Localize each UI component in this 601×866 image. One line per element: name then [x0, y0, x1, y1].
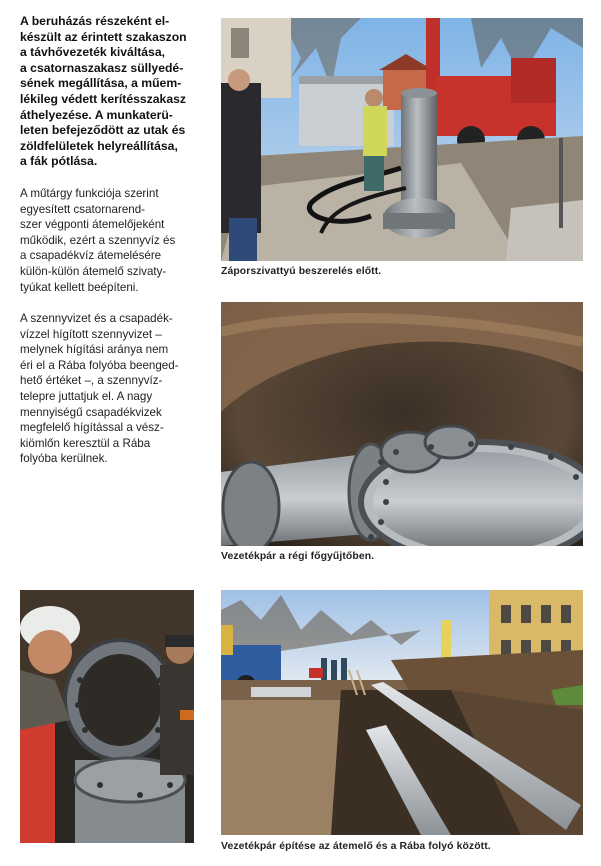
text-line: tyúkat kellett beépíteni. — [20, 280, 139, 294]
text-line: sének megállítása, a műem- — [20, 76, 182, 91]
photo-pipeline-construction — [221, 590, 583, 835]
photo-workers-flange — [20, 590, 194, 843]
text-line: áthelyezése. A munkaterü- — [20, 107, 173, 122]
text-column — [20, 14, 202, 467]
caption-pipeline-construction: Vezetékpár építése az átemelő és a Rába folyó között. — [221, 841, 491, 852]
text-line: vízzel hígított szennyvizet – — [20, 327, 162, 341]
text-line: telepre juttatjuk el. A nagy — [20, 390, 153, 404]
text-line: egyesített csatornarend- — [20, 202, 146, 216]
text-line: A szennyvizet és a csapadék- — [20, 312, 173, 326]
intro-paragraph — [20, 14, 202, 170]
text-line: a fák pótlása. — [20, 154, 98, 169]
text-line: kiömlőn keresztül a Rába — [20, 436, 151, 450]
text-line: melynek hígítási aránya nem — [20, 343, 169, 357]
text-line: A műtárgy funkciója szerint — [20, 186, 159, 200]
paragraph-wastewater — [20, 311, 202, 467]
text-line: leten befejeződött az utak és — [20, 123, 186, 138]
text-line: zöldfelületek helyreállítása, — [20, 138, 178, 153]
text-line: a csatornaszakasz süllyedé- — [20, 60, 184, 75]
text-line: külön-külön átemelő szivaty- — [20, 264, 167, 278]
text-line: a csapadékvíz átemelésére — [20, 249, 162, 263]
text-line: működik, ezért a szennyvíz és — [20, 233, 176, 247]
text-line: megfelelő hígítással a vész- — [20, 421, 164, 435]
caption-old-collector: Vezetékpár a régi főgyűjtőben. — [221, 551, 375, 562]
caption-storm-pump: Záporszivattyú beszerelés előtt. — [221, 266, 382, 277]
text-line: folyóba kerülnek. — [20, 452, 108, 466]
text-line: A beruházás részeként el- — [20, 14, 170, 28]
text-line: a távhővezeték kiváltása, — [20, 45, 165, 60]
photo-storm-pump — [221, 18, 583, 261]
text-line: szer végponti átemelőjeként — [20, 218, 165, 232]
text-line: mennyiségű csapadékvizek — [20, 405, 162, 419]
paragraph-function — [20, 186, 202, 295]
photo-old-collector — [221, 302, 583, 546]
text-line: készült az érintett szakaszon — [20, 29, 187, 44]
text-line: hető értéket –, a szennyvíz- — [20, 374, 163, 388]
text-line: lékileg védett kerítésszakasz — [20, 91, 186, 106]
text-line: éri el a Rába folyóba beenged- — [20, 358, 179, 372]
